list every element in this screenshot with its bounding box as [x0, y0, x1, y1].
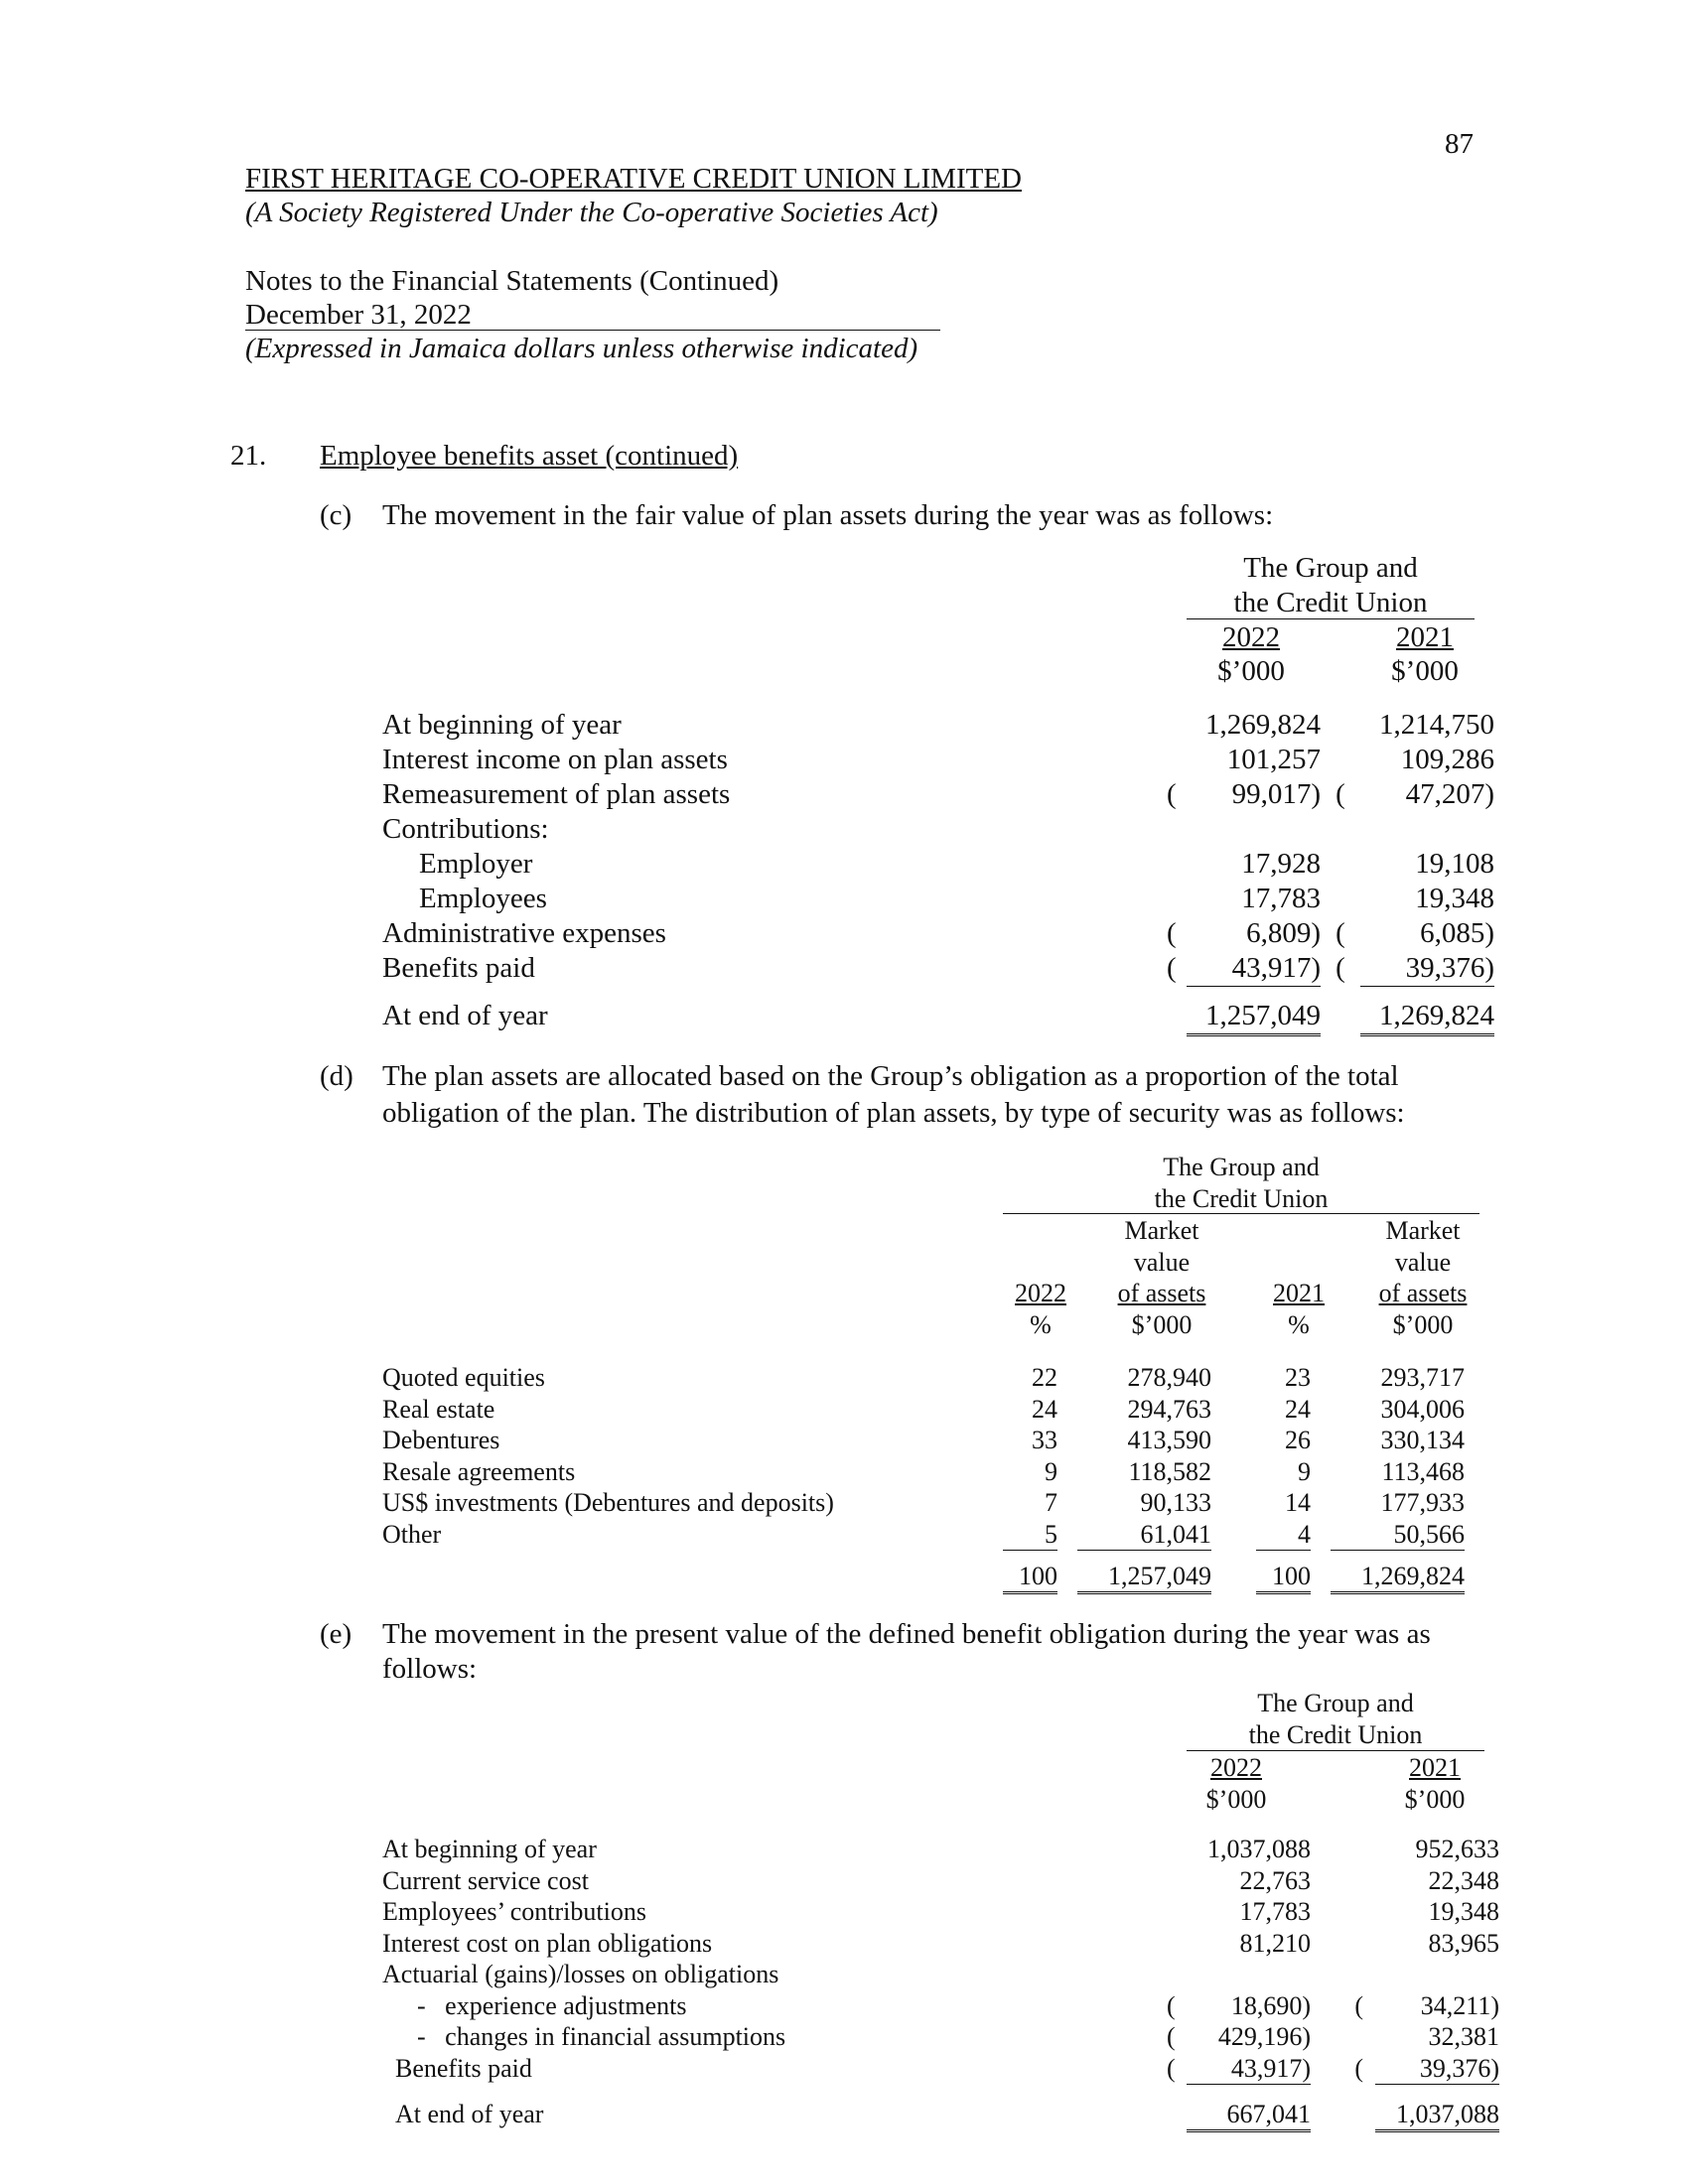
value-2021: 19,348: [1415, 883, 1494, 914]
value-2021: 109,286: [1400, 744, 1494, 775]
row-label: Actuarial (gains)/losses on obligations: [382, 1960, 779, 1988]
table-row: [382, 1456, 1465, 1488]
value-2021: 32,381: [1428, 2022, 1499, 2051]
table-row: [382, 1394, 1465, 1426]
currency-note: (Expressed in Jamaica dollars unless otherwise indicated): [245, 333, 918, 364]
value-2022: 22,763: [1239, 1865, 1311, 1895]
value-2021: 34,211): [1420, 1990, 1499, 2020]
row-label: Quoted equities: [382, 1363, 545, 1392]
value-2022: 101,257: [1226, 744, 1321, 775]
pct-year-2022: 2022: [1015, 1279, 1066, 1307]
val-unit: $’000: [1131, 1309, 1193, 1339]
part-d-group-heading-2: the Credit Union: [1154, 1184, 1329, 1213]
mv-2022: 413,590: [1127, 1426, 1211, 1454]
total-mv-2022: 1,257,049: [1077, 1561, 1211, 1593]
total-2021: 1,037,088: [1375, 2099, 1499, 2131]
pct-2022: 24: [1032, 1394, 1057, 1424]
value-2021: 19,348: [1428, 1897, 1499, 1926]
open-paren: (: [1167, 2022, 1176, 2051]
mv-2021: 330,134: [1380, 1426, 1465, 1454]
value-2021: 47,207): [1405, 778, 1494, 810]
part-d-group-rule: [1003, 1213, 1479, 1214]
row-label: Administrative expenses: [382, 917, 666, 949]
value-2022: 429,196): [1217, 2022, 1311, 2051]
total-row: [382, 1561, 1465, 1593]
value-2022: 17,783: [1239, 1897, 1311, 1926]
pct-2021: 4: [1256, 1519, 1311, 1551]
section-title: Employee benefits asset (continued): [320, 440, 739, 472]
mv-line3: of assets: [1378, 1279, 1468, 1307]
part-e-year-2022: 2022: [1210, 1753, 1262, 1782]
row-label: Debentures: [382, 1426, 500, 1454]
table-row: [382, 1959, 1499, 1990]
part-e-label: (e): [320, 1618, 352, 1650]
row-label: Employees: [419, 883, 547, 914]
open-paren: (: [1354, 1990, 1363, 2020]
row-label: Interest income on plan assets: [382, 744, 728, 775]
part-e-year-2021: 2021: [1409, 1753, 1461, 1782]
part-c-intro: The movement in the fair value of plan assets during the year was as follows:: [382, 499, 1274, 531]
pct-2022: 7: [1045, 1488, 1057, 1517]
part-d-label: (d): [320, 1060, 353, 1092]
part-d-table: [382, 1362, 1465, 1594]
total-2021: 1,269,824: [1360, 999, 1494, 1035]
table-row: [382, 1425, 1465, 1456]
sub-dash: -: [417, 1990, 426, 2020]
total-2022: 667,041: [1187, 2099, 1311, 2131]
mv-2022: 294,763: [1127, 1394, 1211, 1424]
pct-2022: 22: [1032, 1363, 1057, 1392]
open-paren: (: [1336, 917, 1345, 949]
value-2022: 1,037,088: [1207, 1835, 1311, 1863]
row-label: Interest cost on plan obligations: [382, 1928, 713, 1958]
mv-2021: 293,717: [1380, 1363, 1465, 1392]
value-2021: 19,108: [1415, 848, 1494, 880]
mv-2021: 113,468: [1381, 1456, 1465, 1486]
pct-unit-2021: %: [1288, 1310, 1310, 1339]
mv-line3: of assets: [1117, 1279, 1206, 1307]
row-label: Current service cost: [382, 1865, 589, 1895]
pct-unit-2022: %: [1030, 1310, 1052, 1339]
row-label: Other: [382, 1519, 442, 1549]
part-d-intro-line1: The plan assets are allocated based on the Group’s obligation as a proportion of the total: [382, 1060, 1399, 1092]
row-label: Benefits paid: [382, 952, 535, 985]
table-row: [382, 743, 1514, 777]
value-2021: 952,633: [1415, 1835, 1499, 1863]
table-row: [382, 1865, 1499, 1897]
pct-2021: 14: [1285, 1488, 1311, 1517]
table-row: [382, 1519, 1465, 1551]
mv-2022: 61,041: [1077, 1519, 1211, 1551]
part-e-group-rule: [1187, 1750, 1484, 1751]
mv-line2: value: [1394, 1247, 1452, 1277]
table-row: [382, 951, 1514, 987]
row-label: Employer: [419, 848, 533, 880]
part-e-group-heading: [1187, 1688, 1484, 1750]
mv-heading-2021: [1368, 1215, 1477, 1340]
open-paren: (: [1167, 917, 1177, 949]
value-2021: 1,214,750: [1379, 709, 1494, 741]
row-label: [382, 2021, 1167, 2053]
mv-line2: value: [1133, 1247, 1191, 1277]
row-label: At end of year: [395, 2100, 544, 2129]
value-2022: 43,917): [1187, 2053, 1311, 2085]
part-e-intro-line2: follows:: [382, 1653, 478, 1685]
part-e-table: [382, 1834, 1499, 2132]
row-label: Real estate: [382, 1394, 495, 1424]
pct-2021: 26: [1285, 1426, 1311, 1454]
value-2021: 83,965: [1428, 1928, 1499, 1958]
open-paren: (: [1336, 778, 1345, 810]
table-row: [382, 1487, 1465, 1519]
company-name: FIRST HERITAGE CO-OPERATIVE CREDIT UNION LIMITED: [245, 163, 1022, 195]
mv-2021: 177,933: [1380, 1488, 1465, 1517]
group-heading-line2: the Credit Union: [1248, 1719, 1423, 1749]
table-row: [382, 847, 1514, 882]
row-label: Employees’ contributions: [382, 1897, 646, 1926]
value-2022: 43,917): [1187, 951, 1321, 987]
mv-2022: 278,940: [1127, 1363, 1211, 1392]
value-2022: 17,928: [1241, 848, 1321, 880]
part-c-table: [382, 708, 1514, 1036]
group-heading-line1: The Group and: [1243, 552, 1418, 584]
row-label: At beginning of year: [382, 709, 622, 741]
mv-line1: Market: [1124, 1216, 1199, 1245]
statement-date: December 31, 2022: [245, 299, 472, 331]
row-label: At beginning of year: [382, 1835, 597, 1863]
part-c-label: (c): [320, 499, 352, 531]
open-paren: (: [1336, 952, 1345, 985]
table-row: [382, 708, 1514, 743]
pct-2022: 9: [1045, 1456, 1057, 1486]
total-pct-2022: 100: [1003, 1561, 1057, 1593]
sub-dash: -: [417, 2022, 426, 2051]
mv-2022: 90,133: [1140, 1488, 1211, 1517]
row-label: Contributions:: [382, 813, 549, 845]
row-label: At end of year: [382, 1000, 548, 1032]
table-row: [382, 777, 1514, 812]
part-c-unit-2021: $’000: [1391, 655, 1459, 687]
pct-2022: 33: [1032, 1426, 1057, 1454]
row-label: US$ investments (Debentures and deposits): [382, 1488, 834, 1517]
row-label: Remeasurement of plan assets: [382, 778, 731, 810]
value-2021: 22,348: [1428, 1865, 1499, 1895]
sub-label: changes in financial assumptions: [445, 2022, 786, 2051]
pct-2022: 5: [1003, 1519, 1057, 1551]
part-c-year-2022: 2022: [1222, 621, 1280, 653]
mv-2021: 304,006: [1380, 1394, 1465, 1424]
mv-heading-2022: [1107, 1215, 1216, 1340]
value-2022: 6,809): [1246, 917, 1321, 949]
group-heading-line2: the Credit Union: [1233, 587, 1428, 618]
open-paren: (: [1167, 952, 1177, 985]
value-2021: 6,085): [1420, 917, 1494, 949]
value-2022: 1,269,824: [1205, 709, 1321, 741]
table-row: [382, 2053, 1499, 2085]
part-e-unit-2021: $’000: [1404, 1785, 1466, 1814]
table-row: [382, 1928, 1499, 1960]
table-row: [382, 812, 1514, 847]
total-2022: 1,257,049: [1187, 999, 1321, 1035]
total-row: [382, 2099, 1499, 2131]
table-row: [382, 1990, 1499, 2022]
registration-note: (A Society Registered Under the Co-operative Societies Act): [245, 197, 938, 228]
sub-label: experience adjustments: [445, 1990, 687, 2020]
row-label: [382, 1990, 1167, 2022]
pct-2021: 9: [1298, 1456, 1311, 1486]
row-label: Benefits paid: [395, 2053, 532, 2083]
open-paren: (: [1167, 2053, 1176, 2083]
total-pct-2021: 100: [1256, 1561, 1311, 1593]
part-c-unit-2022: $’000: [1217, 655, 1285, 687]
total-mv-2021: 1,269,824: [1331, 1561, 1465, 1593]
mv-line1: Market: [1385, 1216, 1461, 1245]
table-row: [382, 1896, 1499, 1928]
group-heading-line1: The Group and: [1257, 1689, 1414, 1717]
page-number: 87: [1445, 128, 1474, 160]
part-c-year-2021: 2021: [1396, 621, 1454, 653]
mv-2021: 50,566: [1331, 1519, 1465, 1551]
part-e-intro-line1: The movement in the present value of the defined benefit obligation during the year was as: [382, 1618, 1431, 1650]
part-c-group-rule: [1187, 618, 1475, 619]
value-2022: 99,017): [1231, 778, 1321, 810]
table-row: [382, 916, 1514, 951]
table-row: [382, 2021, 1499, 2053]
open-paren: (: [1167, 1990, 1176, 2020]
open-paren: (: [1354, 2053, 1363, 2083]
total-row: [382, 999, 1514, 1035]
part-d-group-heading-1: The Group and: [1163, 1153, 1320, 1181]
section-number: 21.: [230, 440, 267, 472]
open-paren: (: [1167, 778, 1177, 810]
part-c-group-heading: [1187, 551, 1475, 620]
value-2021: 39,376): [1360, 951, 1494, 987]
table-row: [382, 1362, 1465, 1394]
pct-year-2021: 2021: [1273, 1279, 1325, 1307]
pct-2021: 24: [1285, 1394, 1311, 1424]
val-unit: $’000: [1392, 1309, 1454, 1339]
part-d-intro-line2: obligation of the plan. The distribution of plan assets, by type of security was as follows:: [382, 1097, 1405, 1129]
header-divider: [245, 330, 940, 331]
table-row: [382, 1834, 1499, 1865]
mv-2022: 118,582: [1128, 1456, 1211, 1486]
value-2022: 17,783: [1241, 883, 1321, 914]
table-row: [382, 882, 1514, 916]
value-2021: 39,376): [1375, 2053, 1499, 2085]
pct-2021: 23: [1285, 1363, 1311, 1392]
value-2022: 18,690): [1230, 1990, 1311, 2020]
row-label: Resale agreements: [382, 1456, 576, 1486]
part-e-unit-2022: $’000: [1205, 1785, 1267, 1814]
value-2022: 81,210: [1239, 1928, 1311, 1958]
notes-title: Notes to the Financial Statements (Continued): [245, 265, 779, 297]
